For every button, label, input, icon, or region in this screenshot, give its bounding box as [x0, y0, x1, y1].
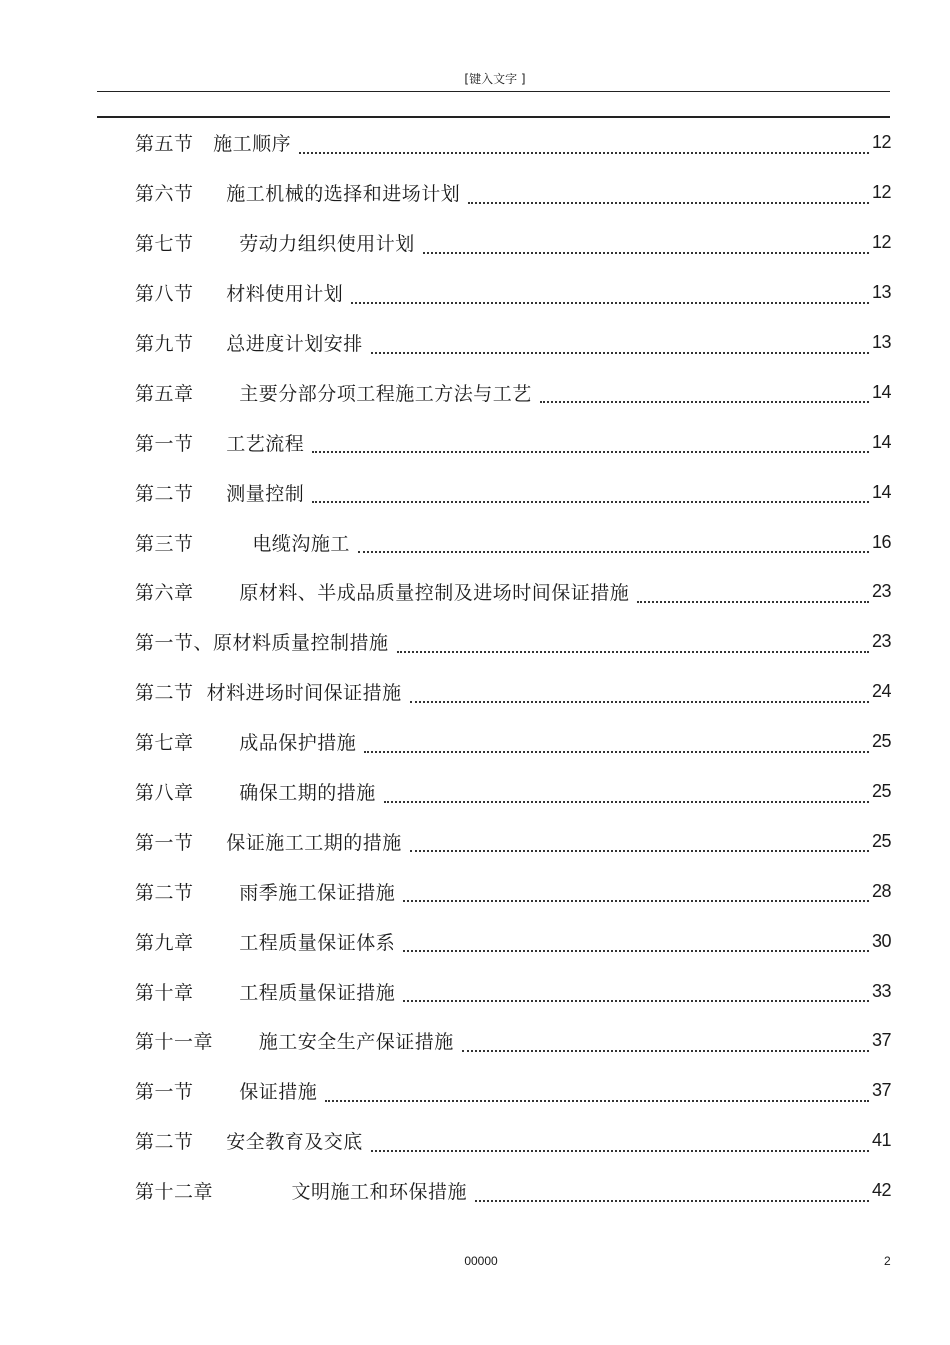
- toc-dot-leader: [423, 236, 869, 254]
- toc-entry[interactable]: [135, 218, 891, 268]
- table-of-contents: [135, 118, 891, 1216]
- toc-entry-number: 第七节: [135, 233, 194, 256]
- toc-entry-gap: [194, 978, 240, 1005]
- toc-entry-page: 14: [871, 381, 891, 402]
- toc-entry-gap: [194, 678, 207, 705]
- toc-entry-page: 25: [871, 830, 891, 851]
- toc-entry-gap: [194, 179, 227, 206]
- toc-entry-page: 25: [871, 781, 891, 802]
- toc-entry[interactable]: [135, 767, 891, 817]
- toc-entry-number: 第二节: [135, 881, 194, 904]
- toc-entry-label: [135, 628, 389, 655]
- toc-entry-title: 雨季施工保证措施: [239, 881, 396, 904]
- toc-entry-gap: [194, 279, 227, 306]
- toc-dot-leader: [351, 286, 869, 304]
- toc-entry-gap: [194, 479, 227, 506]
- toc-dot-leader: [325, 1084, 869, 1102]
- toc-entry-number: 第六章: [135, 582, 194, 605]
- toc-entry-label: [135, 279, 343, 306]
- toc-entry-gap: [194, 828, 227, 855]
- toc-dot-leader: [312, 435, 869, 453]
- toc-entry[interactable]: [135, 1116, 891, 1166]
- toc-entry-title: 、原材料质量控制措施: [193, 632, 389, 655]
- toc-entry[interactable]: [135, 367, 891, 417]
- toc-entry-gap: [194, 928, 240, 955]
- toc-dot-leader: [312, 485, 869, 503]
- toc-entry[interactable]: [135, 866, 891, 916]
- toc-entry[interactable]: [135, 467, 891, 517]
- toc-entry-title: 总进度计划安排: [226, 333, 363, 355]
- toc-dot-leader: [299, 136, 869, 154]
- toc-entry-title: 施工机械的选择和进场计划: [226, 183, 461, 206]
- toc-entry-page: 30: [871, 930, 891, 951]
- toc-entry-title: 保证措施: [239, 1081, 318, 1104]
- footer-text: 00000: [464, 1254, 498, 1268]
- toc-entry-title: 工程质量保证体系: [239, 931, 396, 954]
- toc-entry-label: [135, 179, 460, 206]
- toc-entry-title: 施工顺序: [213, 133, 292, 156]
- toc-entry-gap: [194, 728, 240, 755]
- toc-entry-title: 测量控制: [226, 482, 305, 505]
- toc-entry-number: 第六节: [135, 183, 194, 206]
- toc-dot-leader: [468, 186, 869, 204]
- toc-entry-number: 第一节: [135, 1081, 194, 1104]
- toc-entry-number: 第八章: [135, 782, 194, 805]
- toc-entry-page: 16: [871, 531, 891, 552]
- toc-entry-gap: [213, 1177, 291, 1204]
- toc-entry-label: [135, 129, 291, 156]
- toc-entry-title: 工艺流程: [226, 432, 305, 455]
- toc-entry-gap: [194, 1077, 240, 1104]
- toc-entry-number: 第十章: [135, 981, 194, 1004]
- toc-entry[interactable]: [135, 417, 891, 467]
- toc-dot-leader: [462, 1034, 869, 1052]
- toc-entry-page: 14: [871, 481, 891, 502]
- toc-entry-title: 施工安全生产保证措施: [258, 1031, 454, 1054]
- toc-entry-title: 电缆沟施工: [252, 532, 350, 555]
- toc-entry-label: [135, 329, 363, 356]
- toc-dot-leader: [403, 984, 869, 1002]
- toc-entry-title: 确保工期的措施: [239, 782, 376, 805]
- toc-entry[interactable]: [135, 268, 891, 318]
- toc-dot-leader: [475, 1184, 869, 1202]
- toc-entry-page: 23: [871, 581, 891, 602]
- toc-entry[interactable]: [135, 118, 891, 168]
- toc-entry-page: 25: [871, 731, 891, 752]
- toc-dot-leader: [371, 1134, 869, 1152]
- toc-entry[interactable]: [135, 717, 891, 767]
- toc-entry[interactable]: [135, 1066, 891, 1116]
- toc-entry[interactable]: [135, 667, 891, 717]
- toc-entry-label: [135, 978, 395, 1005]
- toc-dot-leader: [403, 884, 869, 902]
- toc-dot-leader: [397, 635, 869, 653]
- toc-entry[interactable]: [135, 966, 891, 1016]
- toc-entry[interactable]: [135, 318, 891, 368]
- toc-entry-label: [135, 828, 402, 855]
- toc-entry-number: 第三节: [135, 532, 194, 555]
- toc-entry-gap: [194, 878, 240, 905]
- toc-entry-page: 12: [871, 182, 891, 203]
- toc-dot-leader: [637, 585, 869, 603]
- toc-entry-number: 第二节: [135, 1131, 194, 1154]
- toc-entry-title: 保证施工工期的措施: [226, 831, 402, 854]
- toc-entry-label: [135, 229, 415, 256]
- toc-entry-label: [135, 529, 350, 556]
- toc-entry[interactable]: [135, 1166, 891, 1216]
- toc-entry-title: 材料使用计划: [226, 283, 344, 306]
- toc-entry-page: 37: [871, 1030, 891, 1051]
- toc-entry-number: 第五章: [135, 382, 194, 405]
- toc-entry-gap: [194, 578, 240, 605]
- toc-entry-number: 第一节: [135, 831, 194, 854]
- toc-entry-number: 第五节: [135, 133, 194, 156]
- toc-entry-number: 第八节: [135, 283, 194, 306]
- toc-dot-leader: [410, 834, 869, 852]
- toc-entry-page: 24: [871, 681, 891, 702]
- toc-entry-gap: [194, 529, 253, 556]
- toc-entry-title: 安全教育及交底: [226, 1131, 363, 1154]
- toc-entry-page: 13: [871, 332, 891, 352]
- toc-entry-number: 第一节: [135, 632, 194, 655]
- toc-entry-gap: [194, 329, 227, 356]
- toc-entry-page: 13: [871, 282, 891, 303]
- toc-entry-label: [135, 728, 356, 755]
- toc-entry[interactable]: [135, 816, 891, 866]
- toc-entry-number: 第二节: [135, 482, 194, 505]
- toc-entry-gap: [213, 1027, 259, 1054]
- toc-entry-label: [135, 429, 304, 456]
- toc-entry-label: [135, 479, 304, 506]
- toc-entry-title: 原材料、半成品质量控制及进场时间保证措施: [239, 582, 630, 605]
- toc-entry-title: 成品保护措施: [239, 732, 357, 755]
- toc-entry-label: [135, 878, 395, 905]
- toc-entry-title: 材料进场时间保证措施: [206, 682, 402, 705]
- toc-entry[interactable]: [135, 517, 891, 567]
- toc-entry-number: 第九节: [135, 333, 194, 355]
- toc-dot-leader: [358, 535, 869, 553]
- toc-entry[interactable]: [135, 168, 891, 218]
- toc-entry-title: 文明施工和环保措施: [291, 1181, 468, 1204]
- toc-entry-title: 工程质量保证措施: [239, 981, 396, 1004]
- toc-entry-label: [135, 1027, 454, 1054]
- toc-entry-label: [135, 379, 532, 406]
- toc-dot-leader: [371, 336, 869, 354]
- header-placeholder-text: [键入文字 ]: [464, 72, 526, 86]
- toc-entry[interactable]: [135, 567, 891, 617]
- toc-entry-label: [135, 1127, 363, 1154]
- toc-entry-gap: [194, 379, 240, 406]
- toc-entry-title: 劳动力组织使用计划: [239, 233, 415, 256]
- toc-entry-gap: [194, 429, 227, 456]
- toc-dot-leader: [540, 385, 869, 403]
- toc-entry-page: 23: [871, 631, 891, 652]
- toc-entry-gap: [194, 229, 240, 256]
- toc-entry-label: [135, 1177, 467, 1204]
- toc-entry-label: [135, 578, 629, 605]
- toc-dot-leader: [403, 934, 869, 952]
- toc-entry-gap: [194, 778, 240, 805]
- toc-entry-title: 主要分部分项工程施工方法与工艺: [239, 382, 532, 405]
- toc-entry-label: [135, 1077, 317, 1104]
- toc-entry-number: 第十一章: [135, 1031, 214, 1054]
- toc-entry-number: 第一节: [135, 432, 194, 455]
- toc-entry-page: 33: [871, 980, 891, 1001]
- toc-entry-number: 第九章: [135, 931, 194, 954]
- toc-entry-gap: [194, 129, 214, 156]
- toc-entry[interactable]: [135, 916, 891, 966]
- toc-entry-label: [135, 678, 402, 705]
- toc-entry-label: [135, 928, 395, 955]
- toc-dot-leader: [410, 685, 869, 703]
- toc-entry[interactable]: [135, 617, 891, 667]
- toc-entry-page: 12: [871, 132, 891, 153]
- toc-entry[interactable]: [135, 1016, 891, 1066]
- toc-dot-leader: [364, 735, 869, 753]
- toc-entry-number: 第七章: [135, 732, 194, 755]
- page-number: 2: [884, 1254, 891, 1268]
- toc-entry-page: 12: [871, 232, 891, 253]
- toc-entry-page: 14: [871, 431, 891, 452]
- toc-entry-gap: [194, 1127, 227, 1154]
- toc-entry-page: 41: [871, 1130, 891, 1151]
- toc-entry-number: 第十二章: [135, 1181, 214, 1204]
- toc-entry-page: 42: [871, 1180, 891, 1201]
- header-rule: [97, 91, 890, 92]
- toc-entry-label: [135, 778, 376, 805]
- toc-entry-page: 37: [871, 1080, 891, 1101]
- toc-entry-page: 28: [871, 880, 891, 901]
- toc-entry-number: 第二节: [135, 682, 194, 705]
- toc-dot-leader: [384, 785, 869, 803]
